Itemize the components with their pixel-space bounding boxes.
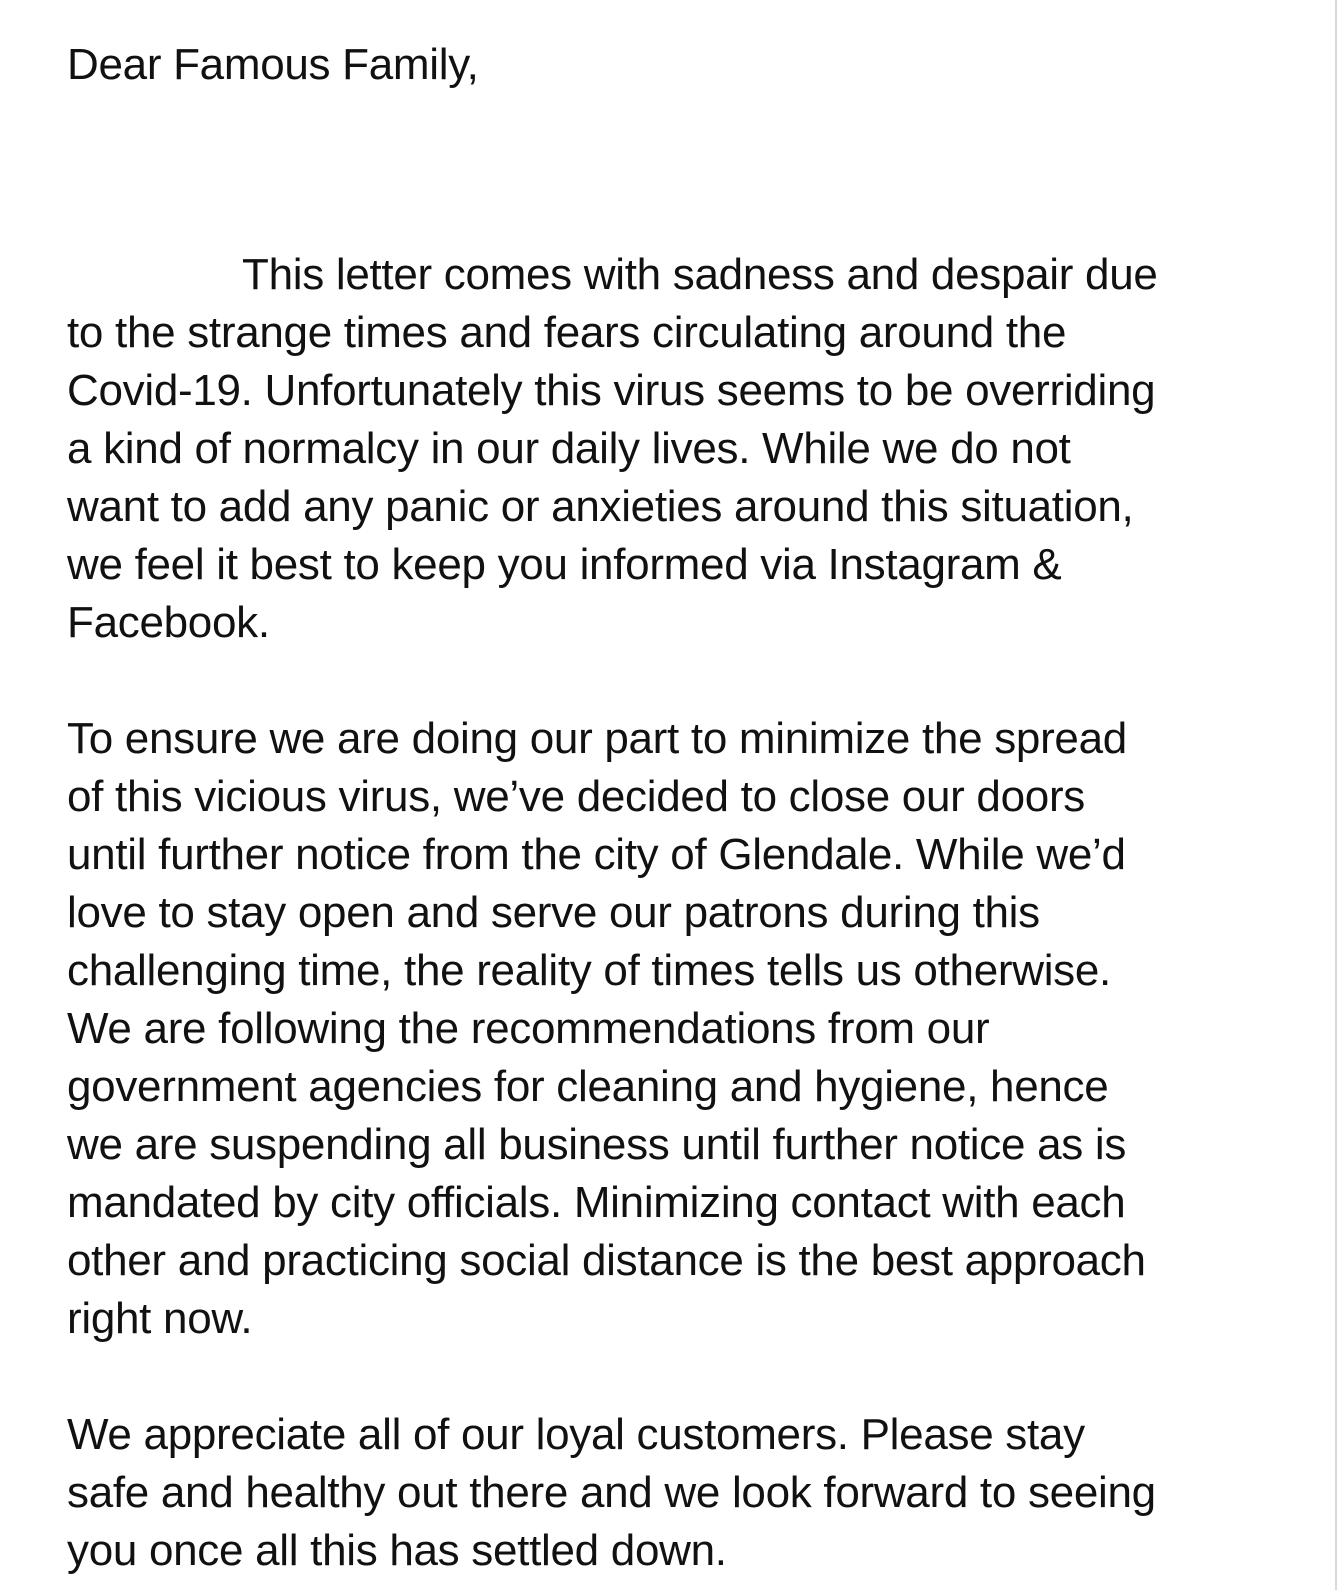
paragraph-line: other and practicing social distance is the best approach	[67, 1236, 1146, 1285]
paragraph-line: to the strange times and fears circulating around the	[67, 308, 1067, 357]
letter-body	[67, 36, 1307, 1580]
paragraph-line: Covid-19. Unfortunately this virus seems to be overriding	[67, 366, 1156, 415]
paragraph-line: mandated by city officials. Minimizing contact with each	[67, 1178, 1126, 1227]
paragraph-line: until further notice from the city of Glendale. While we’d	[67, 830, 1126, 879]
spacer	[67, 94, 1307, 246]
paragraph-line: We are following the recommendations from our	[67, 1004, 990, 1053]
spacer	[67, 652, 1307, 710]
paragraph-line: we feel it best to keep you informed via Instagram &	[67, 540, 1062, 589]
paragraph-line: government agencies for cleaning and hygiene, hence	[67, 1062, 1109, 1111]
paragraph-line: This letter comes with sadness and despair due	[242, 250, 1158, 299]
paragraph-line: Facebook.	[67, 598, 270, 647]
paragraph-line: we are suspending all business until further notice as is	[67, 1120, 1127, 1169]
paragraph-line: want to add any panic or anxieties around this situation,	[67, 482, 1134, 531]
salutation: Dear Famous Family,	[67, 40, 479, 89]
paragraph-line: you once all this has settled down.	[67, 1526, 727, 1575]
paragraph-line: love to stay open and serve our patrons during this	[67, 888, 1040, 937]
paragraph-1	[67, 246, 1307, 652]
paragraph-line: To ensure we are doing our part to minimize the spread	[67, 714, 1127, 763]
paragraph-line: of this vicious virus, we’ve decided to close our doors	[67, 772, 1085, 821]
paragraph-3	[67, 1406, 1307, 1580]
paragraph-line: right now.	[67, 1294, 253, 1343]
paragraph-line: We appreciate all of our loyal customers. Please stay	[67, 1410, 1085, 1459]
spacer	[67, 1348, 1307, 1406]
paragraph-line: challenging time, the reality of times tells us otherwise.	[67, 946, 1111, 995]
paragraph-2	[67, 710, 1307, 1348]
paragraph-line: safe and healthy out there and we look forward to seeing	[67, 1468, 1156, 1517]
paragraph-line: a kind of normalcy in our daily lives. While we do not	[67, 424, 1071, 473]
